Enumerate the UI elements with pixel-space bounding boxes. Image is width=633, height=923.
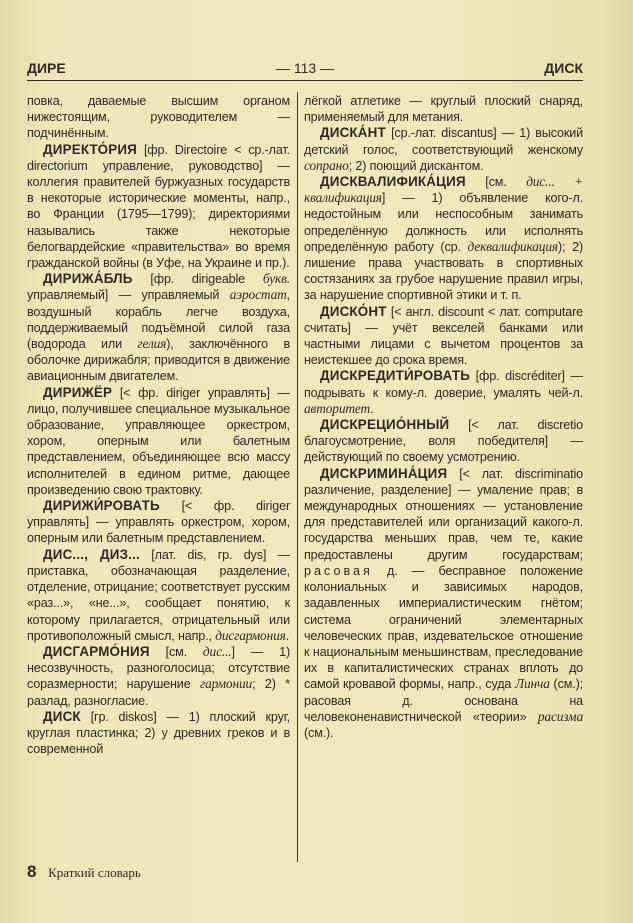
running-header (27, 60, 583, 80)
right-column (304, 93, 583, 741)
headword: ДИРЕКТО́РИЯ (43, 141, 137, 157)
dictionary-entry (27, 271, 290, 384)
signature-number: 8 (27, 862, 37, 881)
headword: ДИСКРИМИНА́ЦИЯ (320, 465, 448, 481)
dictionary-entry (304, 466, 583, 741)
entry-text: [лат. dis, гр. dys] — приставка, обозначающая разделение, отделение, отрицание; соответствует русским «раз...», «не...», сообщает понятию, к которому прилагается, отрицательный или противоположный смысл, напр., (27, 547, 290, 643)
italic-reference: расизма (537, 708, 583, 724)
italic-reference: аэростат (229, 287, 287, 303)
italic-reference: гармонии (200, 676, 253, 692)
entry-text: д. — бесправное положение колониальных и зависимых народов, задавленных империалистическим гнётом; система ограничений элементарных человеческих прав, издевательское отношение к национальным меньшинствам, преследование их в капиталистических странах вплоть до самой кровавой формы, напр., суда (304, 563, 583, 692)
italic-reference: Линча (515, 676, 550, 692)
entry-text: [фр. Directoire < ср.-лат. directorium управление, руководство] — коллегия правителей буржуазных государств в некоторые исторические моменты, напр., во Франции (1795—1799); директориями назывались также некоторые белогвардейские «правительства» во время гражданской войны (в Уфе, на Украине и пр.). (27, 142, 290, 271)
entry-text: ; 2) * разлад, разногласие. (27, 677, 291, 708)
dictionary-entry (27, 709, 290, 758)
page-number: — 113 — (275, 60, 335, 76)
dictionary-entry (27, 385, 290, 498)
entry-text: (см.); расовая д. основана на человеконенавистнической «теории» (304, 677, 583, 724)
italic-reference: гелия (137, 336, 167, 352)
signature-title: Краткий словарь (48, 865, 141, 880)
headword: ДИРИЖЁР (43, 384, 113, 400)
header-rule (27, 80, 583, 81)
entry-text: ); 2) лишение права участвовать в спортивных состязаниях за грубое нарушение правил игры, за нарушение спортивной этики и т. п. (304, 239, 584, 303)
entry-text: [фр. dirigeable (132, 272, 263, 287)
entry-text: повка, даваемые высшим органом нижестоящим, руководителем — подчинённым. (27, 94, 290, 141)
entry-text: [< лат. discriminatio различение, разделение] — умаление прав; в международных отношениях — установление для представителей или организаций какого-л. государства меньших прав, чем те, какие предоставлены другим государствам; (304, 466, 583, 562)
headword: ДИСК (43, 708, 81, 724)
entry-text: ; 2) поющий дискантом. (348, 158, 484, 173)
entry-text: ] — 1) объявление кого-л. недостойным или неспособным занимать определённую должность или исполнять определённую работу (ср. (304, 191, 583, 254)
dictionary-entry (304, 125, 583, 174)
entry-text: ), заключённого в оболочке дирижабля; приводится в движение авиационным двигателем. (27, 337, 290, 384)
entry-continuation (304, 93, 583, 125)
dictionary-entry (304, 368, 583, 417)
headword: ДИРИЖА́БЛЬ (43, 271, 133, 287)
entry-text: (см.). (304, 725, 334, 740)
entry-text: . (285, 628, 290, 643)
italic-reference: авторитет (304, 400, 371, 416)
headword: ДИСГАРМО́НИЯ (43, 643, 150, 659)
spaced-term: расовая (304, 563, 373, 578)
entry-text: [< фр. diriger управлять] — управлять оркестром, хором, оперным или балетным представлением. (27, 499, 290, 546)
entry-text: [фр. discréditer] — подрывать к кому-л. доверие, умалять чей-л. (304, 369, 583, 400)
header-right-guideword: ДИСК (544, 60, 583, 76)
entry-text: управляемый] — управляемый (27, 288, 230, 303)
italic-reference: букв. (262, 271, 290, 287)
entry-text: [см. (465, 175, 527, 190)
headword: ДИСКО́НТ (320, 303, 387, 319)
entry-text: ] — 1) несозвучность, разноголосица; отсутствие соразмерности; нарушение (27, 644, 290, 692)
entry-text: [см. (149, 644, 203, 659)
dictionary-entry (27, 547, 290, 644)
column-divider (297, 92, 298, 862)
dictionary-entry (27, 498, 290, 547)
entry-text: [ср.-лат. discantus] — 1) высокий детский голос, соответствующий женскому (304, 126, 583, 157)
entry-text: [< англ. discount < лат. computare считать] — учёт векселей банками или частными лицами с вычетом процентов за неистекшее до срока время. (304, 304, 583, 368)
italic-reference: сопрано (304, 157, 349, 173)
entry-text: [< фр. diriger управлять] — лицо, получившее специальное музыкальное образование, управляющее оркестром, хором, оперным или балетным представлением, объединяющее всю массу исполнителей в едином ритме, дающее произведению свою трактовку. (27, 385, 290, 497)
dictionary-entry (27, 142, 290, 272)
headword: ДИСКВАЛИФИКА́ЦИЯ (320, 174, 466, 190)
footer-signature (27, 862, 141, 882)
header-left-guideword: ДИРЕ (27, 60, 66, 76)
italic-reference: дис... + квалификация (304, 174, 583, 206)
entry-text: [< лат. discretio благоусмотрение, воля победителя] — действующий по своему усмотрению. (304, 418, 583, 465)
entry-text: лёгкой атлетике — круглый плоский снаряд, применяемый для метания. (304, 94, 583, 125)
headword: ДИСКА́НТ (320, 125, 386, 141)
italic-reference: деквалификация (467, 238, 558, 254)
dictionary-entry (304, 417, 583, 466)
entry-text: [гр. diskos] — 1) плоский круг, круглая пластинка; 2) у древних греков и в современной (27, 709, 290, 757)
entry-text: . (370, 401, 374, 416)
headword: ДИС..., ДИЗ... (43, 546, 140, 562)
dictionary-entry (27, 644, 290, 709)
headword: ДИСКРЕЦИО́ННЫЙ (320, 417, 450, 433)
italic-reference: дисгармония (215, 627, 286, 643)
entry-continuation (27, 93, 290, 142)
headword: ДИРИЖИ́РОВАТЬ (43, 498, 160, 514)
dictionary-entry (304, 174, 583, 304)
headword: ДИСКРЕДИТИ́РОВАТЬ (320, 368, 471, 384)
entry-text: , воздушный корабль легче воздуха, поддерживаемый подъёмной силой газа (водорода или (27, 288, 290, 352)
left-column (27, 93, 290, 757)
dictionary-entry (304, 304, 583, 369)
italic-reference: дис... (202, 643, 232, 659)
